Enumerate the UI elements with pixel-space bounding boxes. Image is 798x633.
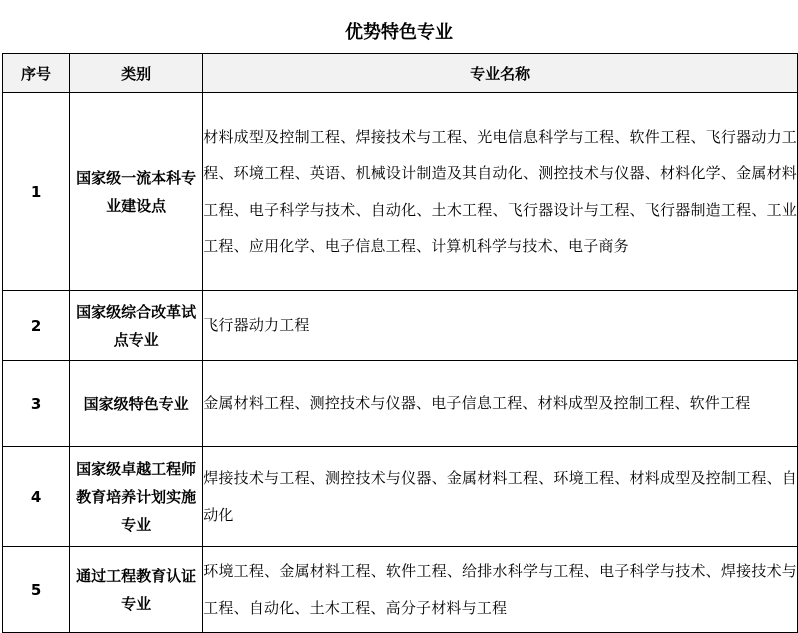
table-row <box>3 93 798 291</box>
row-majors: 飞行器动力工程 <box>203 291 798 361</box>
row-number: 1 <box>3 93 70 291</box>
row-number: 5 <box>3 547 70 633</box>
row-category: 国家级卓越工程师教育培养计划实施专业 <box>70 447 203 547</box>
majors-table <box>2 53 798 633</box>
header-no: 序号 <box>3 54 70 93</box>
row-category: 国家级综合改革试点专业 <box>70 291 203 361</box>
header-majors: 专业名称 <box>203 54 798 93</box>
table-row <box>3 291 798 361</box>
table-row <box>3 447 798 547</box>
header-category: 类别 <box>70 54 203 93</box>
table-row <box>3 361 798 447</box>
row-majors: 焊接技术与工程、测控技术与仪器、金属材料工程、环境工程、材料成型及控制工程、自动化 <box>203 447 798 547</box>
row-category: 国家级特色专业 <box>70 361 203 447</box>
row-majors: 材料成型及控制工程、焊接技术与工程、光电信息科学与工程、软件工程、飞行器动力工程、环境工程、英语、机械设计制造及其自动化、测控技术与仪器、材料化学、金属材料工程、电子科学与技术、自动化、土木工程、飞行器设计与工程、飞行器制造工程、工业工程、应用化学、电子信息工程、计算机科学与技术、电子商务 <box>203 93 798 291</box>
table-header-row <box>3 54 798 93</box>
row-category: 通过工程教育认证专业 <box>70 547 203 633</box>
row-category: 国家级一流本科专业建设点 <box>70 93 203 291</box>
row-majors: 金属材料工程、测控技术与仪器、电子信息工程、材料成型及控制工程、软件工程 <box>203 361 798 447</box>
table-row <box>3 547 798 633</box>
row-number: 2 <box>3 291 70 361</box>
page-title: 优势特色专业 <box>345 22 453 43</box>
row-number: 4 <box>3 447 70 547</box>
row-majors: 环境工程、金属材料工程、软件工程、给排水科学与工程、电子科学与技术、焊接技术与工程、自动化、土木工程、高分子材料与工程 <box>203 547 798 633</box>
row-number: 3 <box>3 361 70 447</box>
